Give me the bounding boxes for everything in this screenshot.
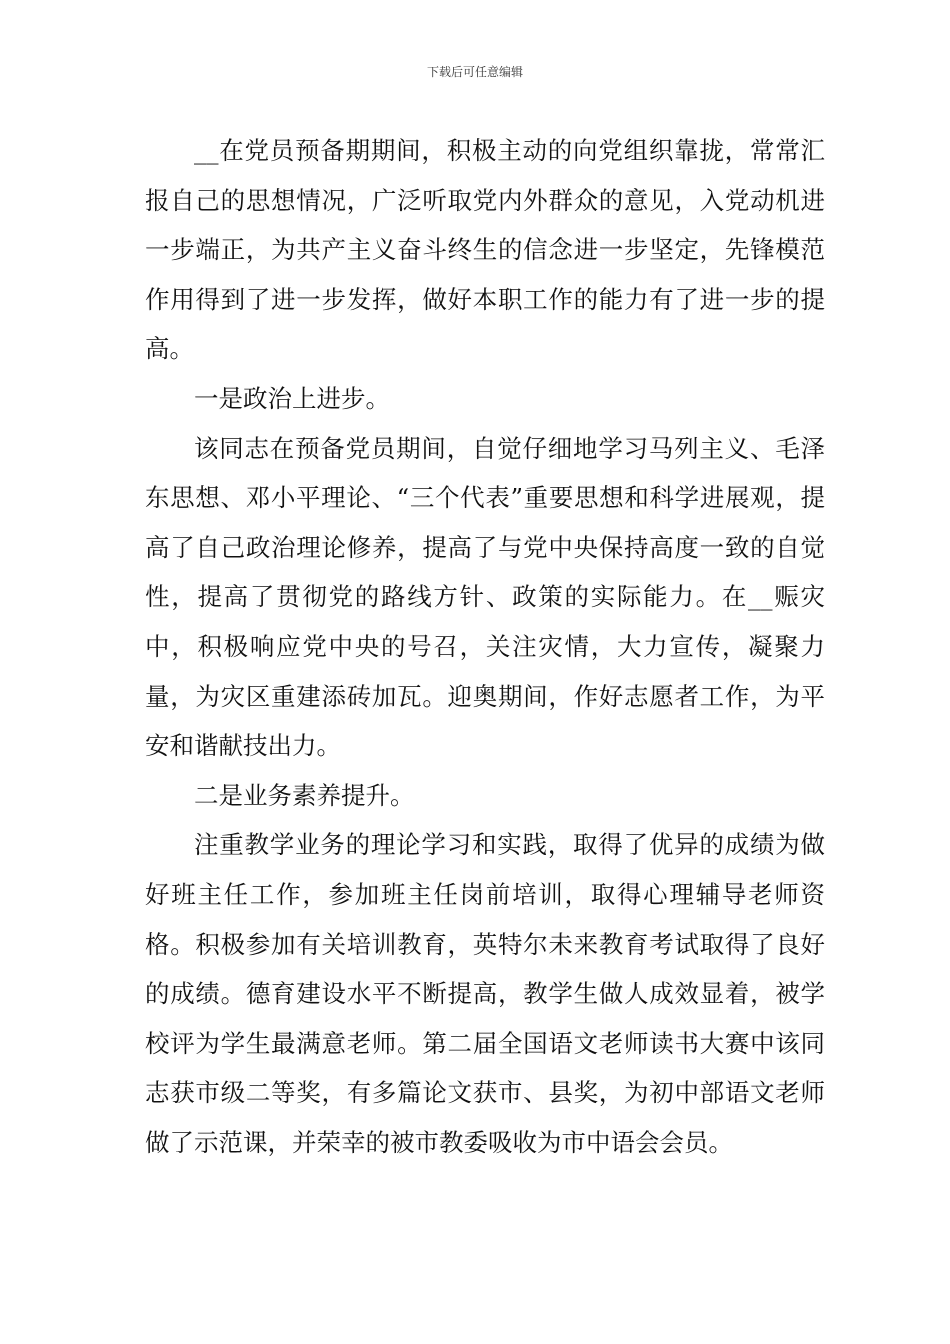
paragraph-heading-politics: 一是政治上进步。 xyxy=(194,383,390,413)
paragraph-intro: __在党员预备期期间，积极主动的向党组织靠拢，常常汇报自己的思想情况，广泛听取党内外群众的意见，入党动机进一步端正，为共产主义奋斗终生的信念进一步坚定，先锋模范作用得到了进一步发挥，做好本职工作的能力有了进一步的提高。 xyxy=(145,136,825,364)
paragraph-heading-business: 二是业务素养提升。 xyxy=(194,780,415,810)
document-body xyxy=(145,126,825,1167)
page-header: 下载后可任意编辑 xyxy=(426,65,523,79)
paragraph-business: 注重教学业务的理论学习和实践，取得了优异的成绩为做好班主任工作，参加班主任岗前培训，取得心理辅导老师资格。积极参加有关培训教育，英特尔未来教育考试取得了良好的成绩。德育建设水平不断提高，教学生做人成效显着，被学校评为学生最满意老师。第二届全国语文老师读书大赛中该同志获市级二等奖，有多篇论文获市、县奖，为初中部语文老师做了示范课，并荣幸的被市教委吸收为市中语会会员。 xyxy=(145,830,825,1157)
paragraph-politics: 该同志在预备党员期间，自觉仔细地学习马列主义、毛泽东思想、邓小平理论、“三个代表”重要思想和科学进展观，提高了自己政治理论修养，提高了与党中央保持高度一致的自觉性，提高了贯彻党的路线方针、政策的实际能力。在__赈灾中，积极响应党中央的号召，关注灾情，大力宣传，凝聚力量，为灾区重建添砖加瓦。迎奥期间，作好志愿者工作，为平安和谐献技出力。 xyxy=(145,433,825,761)
